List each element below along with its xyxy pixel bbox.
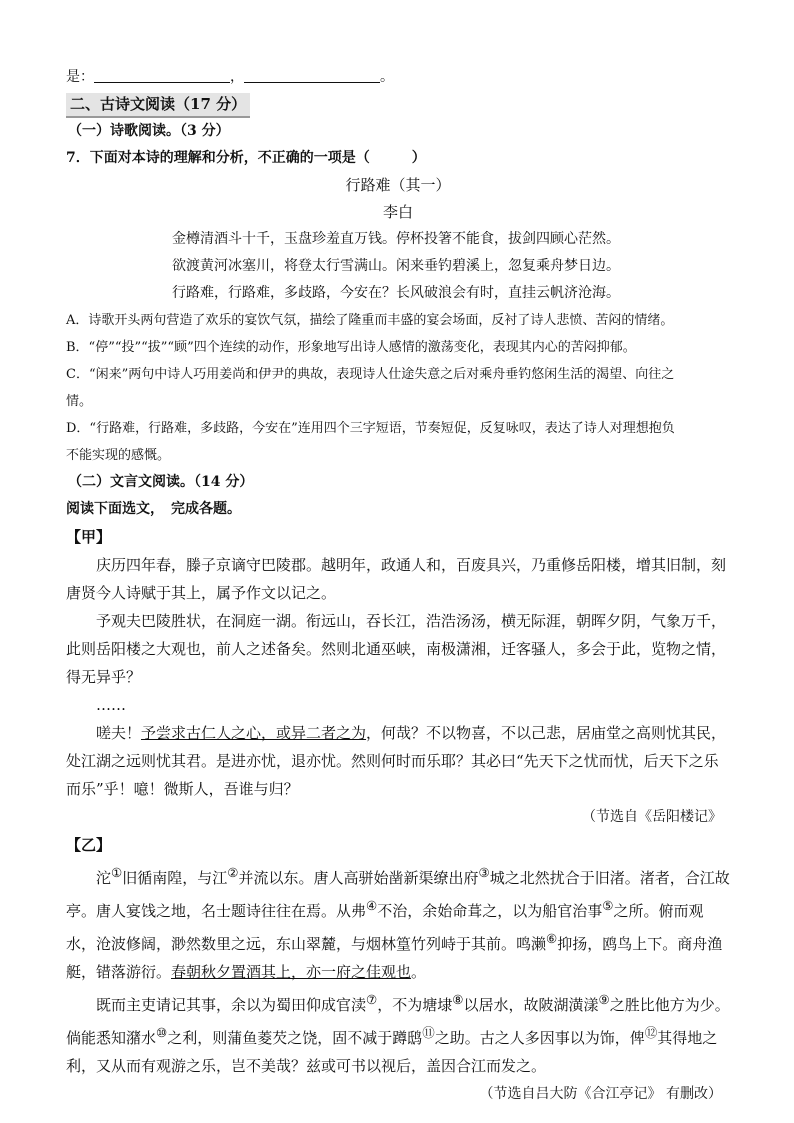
yi-text: 城之北然扰合于旧渚。渚者，合江故亭。唐人宴饯之地，名士题诗往往在焉。从弗 <box>66 869 730 920</box>
answer-blank-2[interactable] <box>244 68 380 83</box>
question-7: 7．下面对本诗的理解和分析，不正确的一项是（ ） <box>66 150 426 166</box>
option-b: B．“停”“投”“拔”“顾”四个连续的动作，形象地写出诗人感情的激荡变化，表现其内心的苦闷抑郁。 <box>66 340 636 355</box>
option-d-line-2: 不能实现的感慨。 <box>66 448 171 463</box>
footnote-marker: ⑫ <box>644 1025 658 1040</box>
yi-text: 之利，则蒲鱼菱芡之饶，固不减于蹲鸱 <box>167 1029 423 1047</box>
answer-prefix: 是： <box>66 69 94 85</box>
yi-text: 沱 <box>96 869 112 887</box>
passage-jia-paragraph-1: 庆历四年春，滕子京谪守巴陵郡。越明年，政通人和，百废具兴，乃重修岳阳楼，增其旧制，刻唐贤今人诗赋于其上，属予作文以记之。 <box>66 556 727 602</box>
passage-jia-paragraph-3 <box>66 719 730 803</box>
option-c-line-2: 情。 <box>66 394 93 409</box>
answer-end: 。 <box>380 69 394 85</box>
footnote-marker: ⑨ <box>598 992 610 1007</box>
footnote-marker: ② <box>227 865 239 880</box>
yi-text: 不治，余始命葺之，以为船官治事 <box>377 902 603 920</box>
footnote-marker: ④ <box>366 898 378 913</box>
yi-text: 之胜比他方为少。倘能悉知潴水 <box>66 996 730 1047</box>
yi-text: 抑扬，鸥鸟上下。商舟渔艇，错落游衍。 <box>66 935 723 981</box>
passage-jia-paragraph-2: 予观夫巴陵胜状，在洞庭一湖。衔远山，吞长江，浩浩汤汤，横无际涯，朝晖夕阴，气象万千，此则岳阳楼之大观也，前人之述备矣。然则北通巫峡，南极潇湘，迁客骚人，多会于此，览物之情，得无异乎？ <box>66 612 727 686</box>
passage-yi-source: （节选自吕大防《合江亭记》 有删改） <box>479 1086 722 1102</box>
footnote-marker: ⑥ <box>546 931 558 946</box>
jia-underlined-sentence: 予尝求古仁人之心，或异二者之为 <box>141 724 367 742</box>
answer-blank-1[interactable] <box>94 68 230 83</box>
footnote-marker: ① <box>111 865 123 880</box>
yi-text: 之助。古之人多因事以为饰，俾 <box>434 1029 645 1047</box>
answer-separator: ， <box>230 69 244 85</box>
option-a: A．诗歌开头两句营造了欢乐的宴饮气氛，描绘了隆重而丰盛的宴会场面，反衬了诗人悲愤、苦闷的情绪。 <box>66 313 674 328</box>
passage-yi-paragraph-1 <box>66 859 730 986</box>
poem-title: 行路难（其一） <box>345 176 451 194</box>
passage-jia-ellipsis: …… <box>96 696 126 714</box>
yi-text: ，不为塘埭 <box>377 996 453 1014</box>
yi-text: 既而主吏请记其事，余以为蜀田仰成官渎 <box>96 996 367 1014</box>
poem-line-2: 欲渡黄河冰塞川，将登太行雪满山。闲来垂钓碧溪上，忽复乘舟梦日边。 <box>172 258 620 274</box>
footnote-marker: ⑦ <box>366 992 378 1007</box>
part-1-heading: （一）诗歌阅读。（3 分） <box>68 123 230 139</box>
poem-author: 李白 <box>382 203 413 221</box>
passage-yi-label: 【乙】 <box>66 836 112 854</box>
footnote-marker: ⑤ <box>602 898 614 913</box>
yi-text: 旧循南隍，与江 <box>122 869 228 887</box>
passage-jia-label: 【甲】 <box>66 528 112 546</box>
exam-page <box>66 64 730 1108</box>
option-c-line-1: C．“闲来”两句中诗人巧用姜尚和伊尹的典故，表现诗人仕途失意之后对乘舟垂钓悠闲生活的渴望、向往之 <box>66 367 675 382</box>
poem-line-3: 行路难，行路难，多歧路，今安在？长风破浪会有时，直挂云帆济沧海。 <box>172 285 620 301</box>
jia-p3-text-b: ，何哉？不以物喜，不以己悲，居庙堂之高则忧其民，处江湖之远则忧其君。是进亦忧，退亦忧。然则何时而乐耶？其必曰“先天下之忧而忧，后天下之乐而乐”乎！噫！微斯人，吾谁与归？ <box>66 724 727 798</box>
yi-text: 以居水，故陂湖潢漾 <box>463 996 599 1014</box>
yi-text: 之所。俯而观水，沧波修阔，渺然数里之远，东山翠麓，与烟林篁竹列峙于其前。鸣濑 <box>66 902 704 953</box>
footnote-marker: ③ <box>478 865 490 880</box>
yi-text: 其得地之利，又从而有观游之乐，岂不美哉？兹或可书以视后，盖因合江而发之。 <box>66 1029 718 1075</box>
section-2-heading-wrap <box>66 93 730 118</box>
yi-underlined-sentence: 春朝秋夕置酒其上，亦一府之佳观也 <box>171 963 412 981</box>
footnote-marker: ⑧ <box>452 992 464 1007</box>
reading-instruction: 阅读下面选文， 完成各题。 <box>66 501 241 517</box>
footnote-marker: ⑪ <box>422 1025 435 1040</box>
section-2-heading: 二、古诗文阅读（17 分） <box>66 93 250 118</box>
poem-line-1: 金樽清酒斗十千，玉盘珍羞直万钱。停杯投箸不能食，拔剑四顾心茫然。 <box>172 231 620 247</box>
passage-yi-paragraph-2 <box>66 986 730 1080</box>
part-2-heading: （二）文言文阅读。（14 分） <box>68 474 254 490</box>
q6-answer-line <box>66 64 730 91</box>
jia-p3-text-a: 嗟夫！ <box>96 724 142 742</box>
yi-text: 并流以东。唐人高骈始凿新渠缭出府 <box>238 869 479 887</box>
footnote-marker: ⑩ <box>156 1025 168 1040</box>
yi-text: 。 <box>411 963 427 981</box>
option-d-line-1: D．“行路难，行路难，多歧路，今安在”连用四个三字短语，节奏短促，反复咏叹，表达了诗人对理想抱负 <box>66 421 675 436</box>
passage-jia-source: （节选自《岳阳楼记》 <box>582 809 722 825</box>
